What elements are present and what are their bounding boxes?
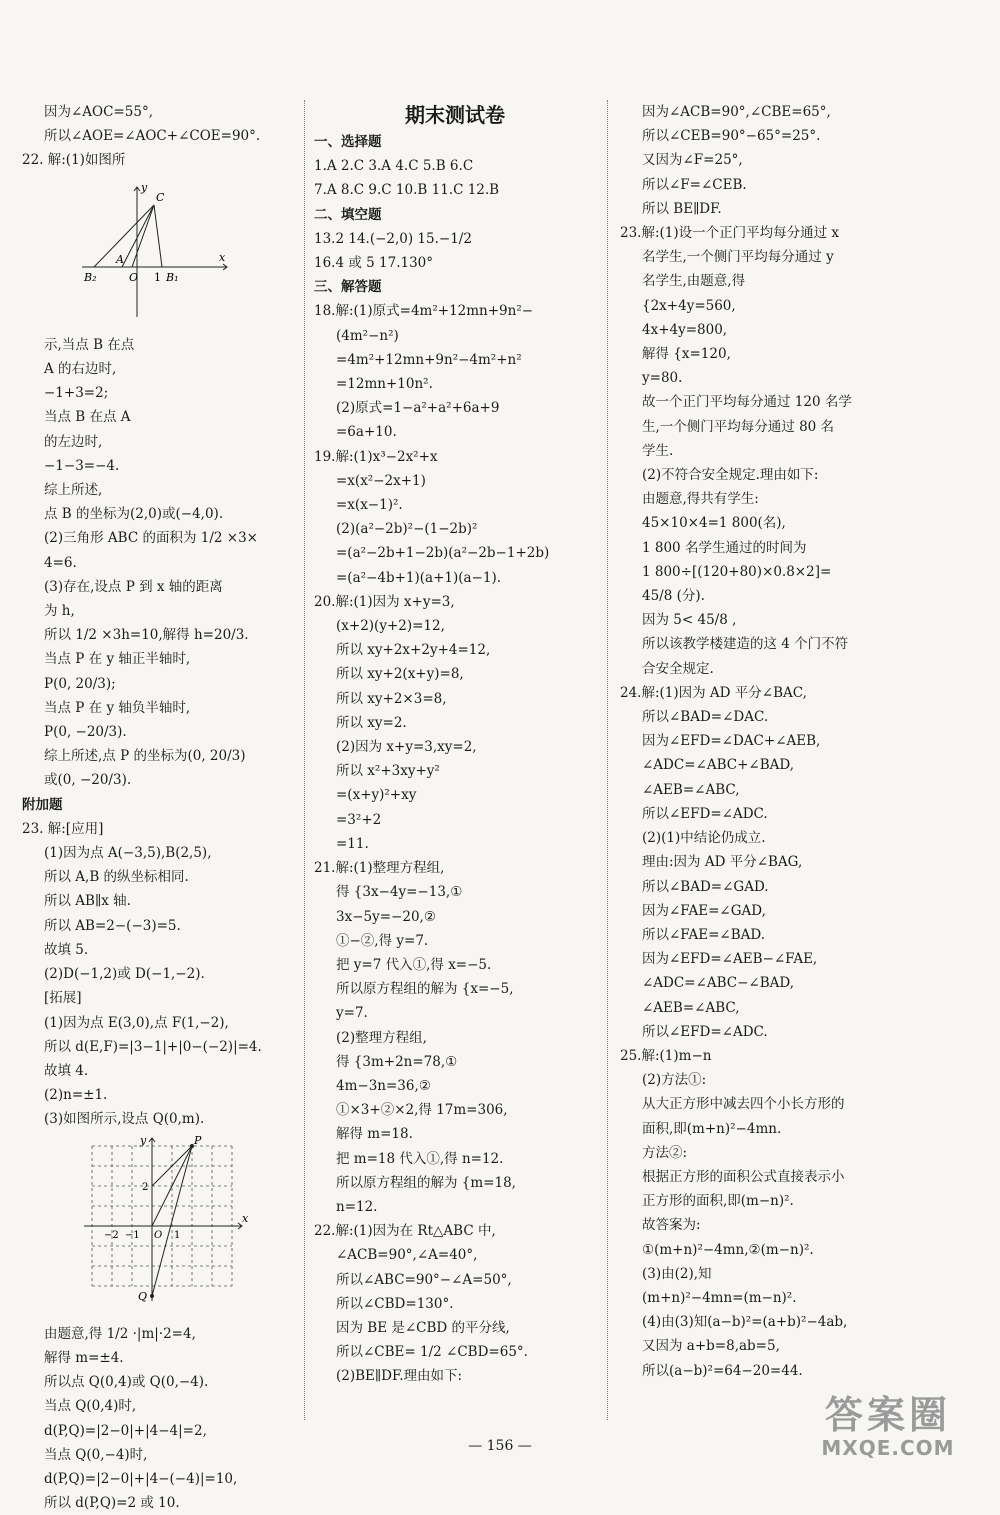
text-line: 又因为 a+b=8,ab=5, — [642, 1338, 780, 1355]
text-line: 解得 {x=120, — [642, 346, 731, 363]
watermark-url: MXQE.COM — [821, 1436, 955, 1460]
text-line: 所以 1/2 ×3h=10,解得 h=20/3. — [44, 627, 249, 644]
text-line: 所以∠CEB=90°−65°=25°. — [642, 128, 821, 145]
text-line: 4x+4y=800, — [642, 321, 728, 338]
text-line: y=80. — [642, 370, 683, 387]
text-line: ∠ACB=90°,∠A=40°, — [336, 1247, 478, 1264]
text-line: =x(x²−2x+1) — [336, 472, 426, 489]
text-line: 为 h, — [44, 603, 75, 620]
text-line: 当点 P 在 y 轴正半轴时, — [44, 651, 191, 668]
axis-label-x: x — [219, 250, 226, 264]
text-line: 所以 d(P,Q)=2 或 10. — [44, 1495, 180, 1512]
middle-column — [314, 100, 596, 1389]
grid-tick-label-x1: 1 — [174, 1229, 181, 1241]
text-line: 所以 AB∥x 轴. — [44, 893, 131, 910]
text-line: 故填 4. — [44, 1062, 89, 1079]
text-line: n=12. — [336, 1198, 378, 1215]
text-line: (4m²−n²) — [336, 327, 399, 344]
text-line: 因为∠FAE=∠GAD, — [642, 902, 766, 919]
left-column-lines-continued — [22, 333, 294, 1132]
text-line: 故答案为: — [642, 1217, 701, 1234]
point-label-c: C — [156, 190, 165, 204]
text-line: 4=6. — [44, 554, 77, 571]
text-line: 所以 xy+2×3=8, — [336, 690, 447, 707]
text-line: (3)由(2),知 — [642, 1265, 712, 1282]
grid-origin-label: O — [154, 1229, 163, 1241]
text-line: 又因为∠F=25°, — [642, 152, 743, 169]
page-number: — 156 — — [468, 1438, 532, 1454]
grid-axis-label-y: y — [140, 1135, 147, 1147]
text-line: (1)因为点 A(−3,5),B(2,5), — [44, 845, 212, 862]
text-line: 所以 d(E,F)=|3−1|+|0−(−2)|=4. — [44, 1038, 262, 1055]
right-column-lines — [620, 100, 982, 1383]
text-line: ∠AEB=∠ABC, — [642, 781, 740, 798]
text-line: =(x+y)²+xy — [336, 787, 417, 804]
text-line: 或(0, −20/3). — [44, 772, 132, 789]
text-line: d(P,Q)=|2−0|+|4−4|=2, — [44, 1422, 207, 1439]
text-line: 20.解:(1)因为 x+y=3, — [314, 593, 455, 610]
text-line: ∠AEB=∠ABC, — [642, 999, 740, 1016]
text-line: y=7. — [336, 1005, 368, 1022]
text-line: 7.A 8.C 9.C 10.B 11.C 12.B — [314, 182, 500, 199]
point-label-p: P — [194, 1135, 202, 1147]
text-line: (2)原式=1−a²+a²+6a+9 — [336, 400, 500, 417]
text-line: (2)(1)中结论仍成立. — [642, 830, 766, 847]
text-line: 当点 Q(0,4)时, — [44, 1398, 137, 1415]
text-line: (m+n)²−4mn=(m−n)². — [642, 1289, 797, 1306]
point-label-b1: B₁ — [166, 270, 179, 284]
grid-tick-label-xm1: −1 — [125, 1229, 140, 1241]
text-line: 所以∠F=∠CEB. — [642, 176, 747, 193]
text-line: =6a+10. — [336, 424, 397, 441]
point-label-b2: B₂ — [84, 270, 97, 284]
text-line: P(0, −20/3). — [44, 724, 127, 741]
point-label-q: Q — [138, 1289, 148, 1303]
text-line: 故一个正门平均每分通过 120 名学 — [642, 394, 852, 411]
text-line: 所以 xy+2(x+y)=8, — [336, 666, 464, 683]
text-line: 16.4 或 5 17.130° — [314, 255, 434, 272]
text-line: 综上所述, — [44, 482, 103, 499]
text-line: 名学生,由题意,得 — [642, 273, 746, 290]
text-line: (2)(a²−2b)²−(1−2b)² — [336, 521, 478, 538]
text-line: 23. 解:[应用] — [22, 820, 104, 837]
text-line: 3x−5y=−20,② — [336, 908, 436, 925]
text-line: ∠ADC=∠ABC+∠BAD, — [642, 757, 795, 774]
text-line: 因为 BE 是∠CBD 的平分线, — [336, 1319, 510, 1336]
column-divider-right — [607, 100, 608, 1420]
text-line: ①−②,得 y=7. — [336, 932, 429, 949]
text-line: 22.解:(1)因为在 Rt△ABC 中, — [314, 1223, 496, 1240]
text-line: [拓展] — [44, 990, 82, 1007]
text-line: ∠ADC=∠ABC−∠BAD, — [642, 975, 795, 992]
text-line: 示,当点 B 在点 — [44, 336, 135, 353]
text-line: 13.2 14.(−2,0) 15.−1/2 — [314, 230, 472, 247]
text-line: (4)由(3)知(a−b)²=(a+b)²−4ab, — [642, 1314, 848, 1331]
text-line: P(0, 20/3); — [44, 675, 116, 692]
text-line: ①(m+n)²−4mn,②(m−n)². — [642, 1241, 814, 1258]
text-line: 所以∠AOE=∠AOC+∠COE=90°. — [44, 128, 261, 145]
text-line: 所以点 Q(0,4)或 Q(0,−4). — [44, 1374, 209, 1391]
origin-label: O — [129, 270, 139, 284]
text-line: 一、选择题 — [314, 134, 382, 150]
text-line: 1 800÷[(120+80)×0.8×2]= — [642, 563, 832, 580]
text-line: 所以∠CBE= 1/2 ∠CBD=65°. — [336, 1344, 528, 1361]
text-line: (2)整理方程组, — [336, 1029, 427, 1046]
text-line: 故填 5. — [44, 941, 89, 958]
text-line: 18.解:(1)原式=4m²+12mn+9n²− — [314, 303, 534, 320]
text-line: 所以原方程组的解为 {m=18, — [336, 1174, 516, 1191]
text-line: =3²+2 — [336, 811, 382, 828]
text-line: 所以(a−b)²=64−20=44. — [642, 1362, 803, 1379]
text-line: (2)因为 x+y=3,xy=2, — [336, 739, 477, 756]
coordinate-grid-figure — [82, 1136, 252, 1306]
tick-label-one: 1 — [154, 270, 161, 284]
text-line: 的左边时, — [44, 433, 103, 450]
text-line: (2)n=±1. — [44, 1087, 108, 1104]
text-line: 由题意,得共有学生: — [642, 491, 759, 508]
text-line: A 的右边时, — [44, 361, 117, 378]
coordinate-figure-triangle — [82, 177, 232, 317]
text-line: 所以该教学楼建造的这 4 个门不符 — [642, 636, 849, 653]
text-line: 21.解:(1)整理方程组, — [314, 860, 445, 877]
text-line: 根据正方形的面积公式直接表示小 — [642, 1168, 845, 1185]
text-line: 24.解:(1)因为 AD 平分∠BAC, — [620, 684, 807, 701]
text-line: −1+3=2; — [44, 385, 109, 402]
text-line: 19.解:(1)x³−2x²+x — [314, 448, 438, 465]
text-line: 4m−3n=36,② — [336, 1077, 431, 1094]
text-line: 所以 BE∥DF. — [642, 200, 722, 217]
text-line: −1−3=−4. — [44, 457, 120, 474]
text-line: 所以∠EFD=∠ADC. — [642, 1023, 768, 1040]
text-line: 1 800 名学生通过的时间为 — [642, 539, 807, 556]
grid-axis-label-x: x — [242, 1211, 249, 1225]
text-line: 面积,即(m+n)²−4mn. — [642, 1120, 782, 1137]
text-line: (2)方法①: — [642, 1072, 707, 1089]
text-line: {2x+4y=560, — [642, 297, 736, 314]
text-line: 当点 P 在 y 轴负半轴时, — [44, 699, 191, 716]
text-line: 理由:因为 AD 平分∠BAG, — [642, 854, 803, 871]
text-line: 23.解:(1)设一个正门平均每分通过 x — [620, 225, 840, 242]
text-line: (2)不符合安全规定.理由如下: — [642, 467, 819, 484]
text-line: 因为∠EFD=∠DAC+∠AEB, — [642, 733, 821, 750]
text-line: 由题意,得 1/2 ·|m|·2=4, — [44, 1325, 196, 1342]
text-line: ①×3+②×2,得 17m=306, — [336, 1102, 508, 1119]
text-line: 学生. — [642, 442, 674, 459]
text-line: 得 {3x−4y=−13,① — [336, 884, 463, 901]
text-line: 因为∠ACB=90°,∠CBE=65°, — [642, 104, 831, 120]
text-line: 当点 B 在点 A — [44, 409, 131, 426]
text-line: (2)D(−1,2)或 D(−1,−2). — [44, 966, 205, 983]
point-label-a: A — [116, 252, 124, 266]
middle-column-lines — [314, 130, 596, 1389]
text-line: 所以原方程组的解为 {x=−5, — [336, 981, 514, 998]
watermark-text: 答案圈 — [824, 1393, 951, 1437]
column-divider-left — [304, 100, 305, 1420]
text-line: 当点 Q(0,−4)时, — [44, 1446, 148, 1463]
text-line: 所以 x²+3xy+y² — [336, 763, 440, 780]
text-line: 因为 5< 45/8 , — [642, 612, 737, 629]
text-line: =(a²−4b+1)(a+1)(a−1). — [336, 569, 502, 586]
text-line: (3)如图所示,设点 Q(0,m). — [44, 1111, 205, 1128]
text-line: =(a²−2b+1−2b)(a²−2b−1+2b) — [336, 545, 550, 562]
text-line: 因为∠AOC=55°, — [44, 104, 153, 120]
text-line: 附加题 — [22, 796, 63, 813]
text-line: 所以∠BAD=∠GAD. — [642, 878, 769, 895]
text-line: 25.解:(1)m−n — [620, 1047, 712, 1064]
text-line: 二、填空题 — [314, 206, 382, 223]
left-column-lines — [22, 100, 294, 173]
text-line: 正方形的面积,即(m−n)². — [642, 1193, 794, 1210]
text-line: 所以 A,B 的纵坐标相同. — [44, 869, 189, 886]
grid-tick-label-y2: 2 — [142, 1181, 149, 1193]
text-line: 所以 xy+2x+2y+4=12, — [336, 642, 491, 659]
text-line: 所以 xy=2. — [336, 714, 407, 731]
left-column — [22, 100, 294, 1515]
text-line: d(P,Q)=|2−0|+|4−(−4)|=10, — [44, 1470, 238, 1487]
text-line: 22. 解:(1)如图所 — [22, 152, 126, 169]
text-line: 所以∠EFD=∠ADC. — [642, 805, 768, 822]
text-line: 1.A 2.C 3.A 4.C 5.B 6.C — [314, 158, 474, 175]
axis-label-y: y — [141, 180, 148, 194]
text-line: 所以∠FAE=∠BAD. — [642, 926, 766, 943]
text-line: 所以∠ABC=90°−∠A=50°, — [336, 1271, 512, 1288]
text-line: (1)因为点 E(3,0),点 F(1,−2), — [44, 1014, 229, 1031]
text-line: 方法②: — [642, 1144, 688, 1161]
text-line: (2)三角形 ABC 的面积为 1/2 ×3× — [44, 530, 258, 547]
text-line: 名学生,一个侧门平均每分通过 y — [642, 249, 834, 266]
text-line: (2)BE∥DF.理由如下: — [336, 1368, 463, 1385]
text-line: 综上所述,点 P 的坐标为(0, 20/3) — [44, 748, 246, 765]
text-line: 生,一个侧门平均每分通过 80 名 — [642, 418, 835, 435]
text-line: 解得 m=±4. — [44, 1349, 124, 1366]
text-line: =4m²+12mn+9n²−4m²+n² — [336, 351, 522, 368]
text-line: =12mn+10n². — [336, 376, 433, 393]
text-line: 所以 AB=2−(−3)=5. — [44, 917, 181, 934]
text-line: 把 m=18 代入①,得 n=12. — [336, 1150, 504, 1167]
text-line: =x(x−1)². — [336, 497, 403, 514]
text-line: 所以∠BAD=∠DAC. — [642, 709, 769, 726]
text-line: 得 {3m+2n=78,① — [336, 1053, 458, 1070]
right-column — [620, 100, 982, 1383]
text-line: 因为∠EFD=∠AEB−∠FAE, — [642, 951, 818, 968]
text-line: 点 B 的坐标为(2,0)或(−4,0). — [44, 506, 224, 523]
text-line: (x+2)(y+2)=12, — [336, 618, 445, 635]
text-line: 从大正方形中减去四个小长方形的 — [642, 1096, 845, 1113]
text-line: =11. — [336, 835, 369, 852]
exam-title: 期末测试卷 — [405, 103, 505, 127]
text-line: 三、解答题 — [314, 279, 382, 296]
text-line: 45×10×4=1 800(名), — [642, 515, 786, 532]
text-line: 合安全规定. — [642, 660, 714, 677]
left-column-lines-final — [22, 1322, 294, 1515]
text-line: 把 y=7 代入①,得 x=−5. — [336, 956, 492, 973]
watermark-logo — [788, 1393, 988, 1463]
text-line: 所以∠CBD=130°. — [336, 1295, 454, 1312]
text-line: (3)存在,设点 P 到 x 轴的距离 — [44, 578, 223, 595]
text-line: 解得 m=18. — [336, 1126, 413, 1143]
text-line: 45/8 (分). — [642, 588, 705, 605]
grid-tick-label-xm2: −2 — [104, 1229, 119, 1241]
